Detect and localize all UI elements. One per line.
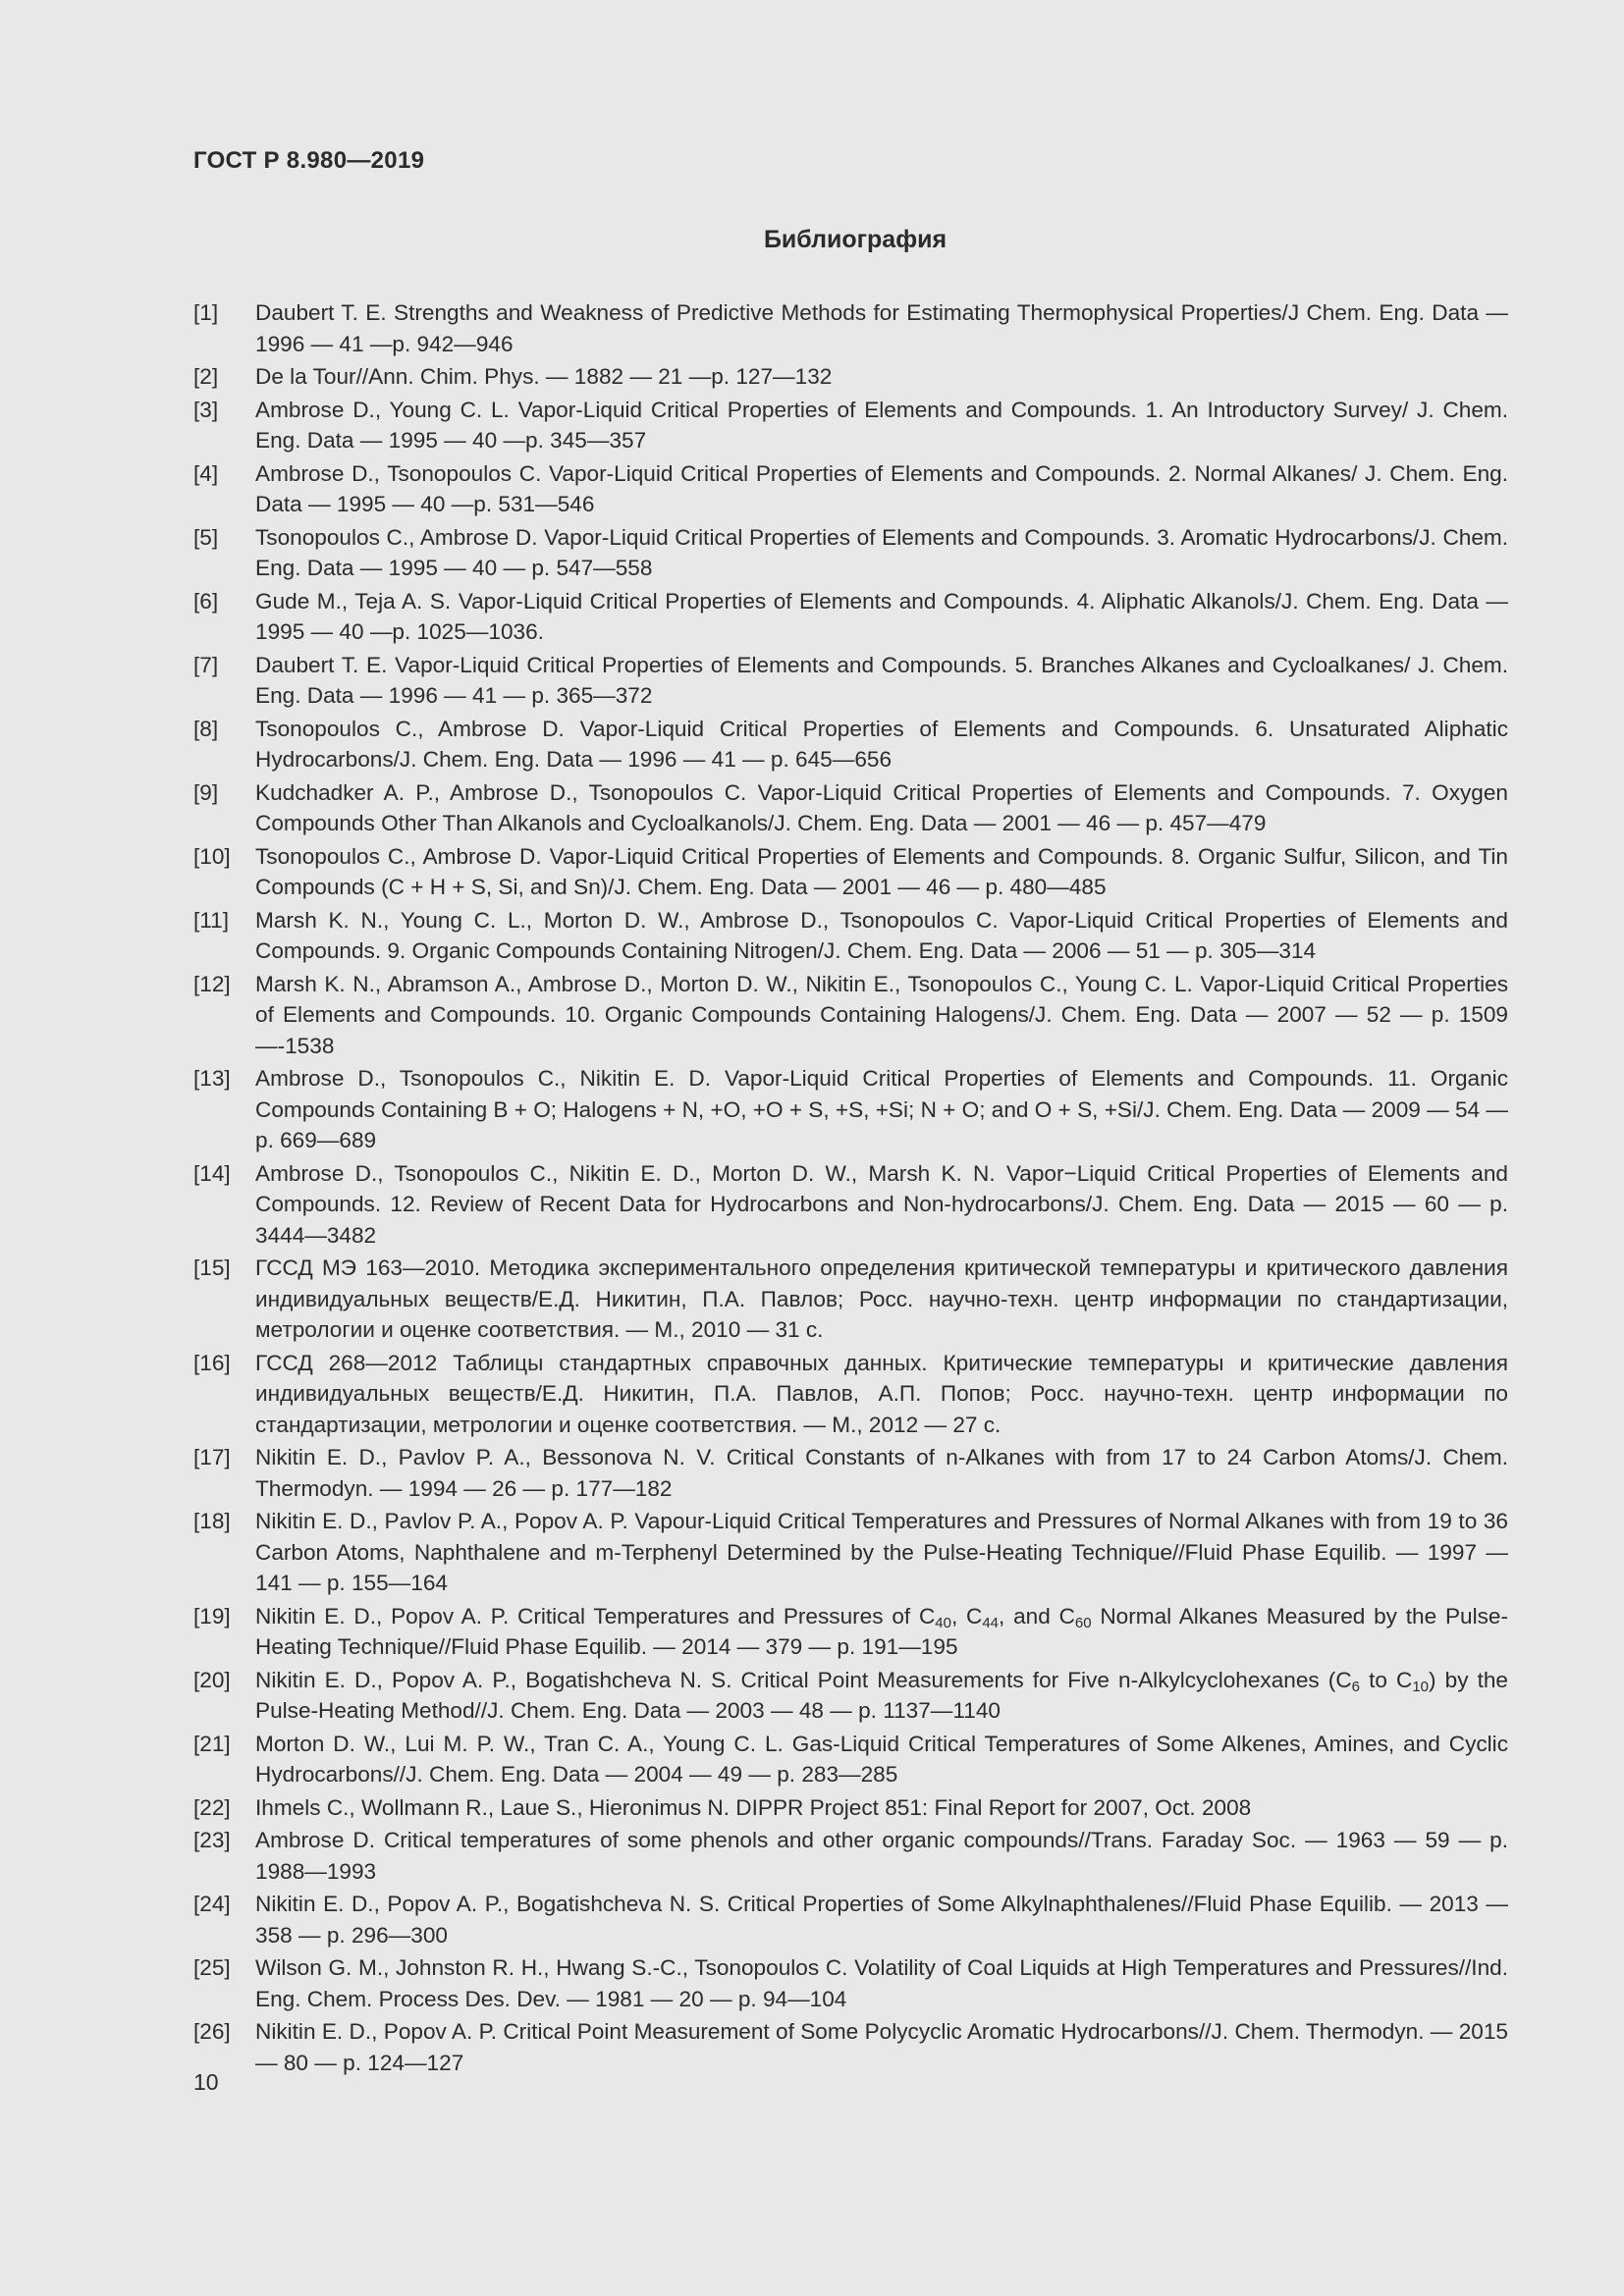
subscript-text: 44 <box>982 1614 1000 1631</box>
bibliography-entry <box>193 2016 1508 2078</box>
reference-number: [10] <box>193 843 231 869</box>
reference-text <box>255 969 1508 1062</box>
subscript-text: 6 <box>1351 1678 1360 1695</box>
reference-number: [6] <box>193 588 219 614</box>
reference-text <box>255 1889 1508 1950</box>
reference-text <box>255 2016 1508 2078</box>
reference-text-segment: Kudchadker A. P., Ambrose D., Tsonopoulos C. Vapor-Liquid Critical Properties of Elements and Compounds. 7. Oxygen Compounds Other Than Alkanols and Cycloalkanols/J. Chem. Eng. Data — 2001 — 46 — p. 457—479 <box>255 779 1508 835</box>
reference-text-segment: Wilson G. M., Johnston R. H., Hwang S.-C., Tsonopoulos C. Volatility of Coal Liquids at High Temperatures and Pressures//Ind. Eng. Chem. Process Des. Dev. — 1981 — 20 — p. 94—104 <box>255 1955 1508 2011</box>
reference-text <box>255 395 1508 456</box>
reference-text-segment: Daubert T. E. Vapor-Liquid Critical Properties of Elements and Compounds. 5. Branches Alkanes and Cycloalkanes/ J. Chem. Eng. Data — 1996 — 41 — p. 365—372 <box>255 652 1508 708</box>
bibliography-entry <box>193 1601 1508 1663</box>
reference-text-segment: ГССД МЭ 163—2010. Методика экспериментального определения критической температуры и критического давления индивидуальных веществ/Е.Д. Никитин, П.А. Павлов; Росс. научно-техн. центр информации по стандартизации, метрологии и оценке соответствия. — М., 2010 — 31 с. <box>255 1255 1508 1342</box>
reference-text-segment: Nikitin E. D., Popov A. P., Bogatishcheva N. S. Critical Properties of Some Alkylnaphthalenes//Fluid Phase Equilib. — 2013 — 358 — p. 296—300 <box>255 1892 1508 1948</box>
reference-text <box>255 1601 1508 1663</box>
reference-text <box>255 1442 1508 1504</box>
reference-text-segment: to C <box>1359 1667 1413 1692</box>
reference-text-segment: Nikitin E. D., Popov A. P. Critical Point Measurement of Some Polycyclic Aromatic Hydrocarbons//J. Chem. Thermodyn. — 2015 — 80 — p. 124—127 <box>255 2019 1508 2075</box>
reference-text-segment: Tsonopoulos C., Ambrose D. Vapor-Liquid Critical Properties of Elements and Compounds. 3. Aromatic Hydrocarbons/J. Chem. Eng. Data — 1995 — 40 — p. 547—558 <box>255 524 1508 580</box>
reference-number: [17] <box>193 1445 231 1469</box>
reference-number: [14] <box>193 1160 231 1186</box>
reference-text <box>255 1665 1508 1727</box>
reference-number: [3] <box>193 397 219 422</box>
bibliography-list <box>193 297 1508 2080</box>
reference-number: [15] <box>193 1255 231 1280</box>
section-title: Библиография <box>763 226 947 253</box>
reference-text-segment: Nikitin E. D., Pavlov P. A., Popov A. P. Vapour-Liquid Critical Temperatures and Pressures of Normal Alkanes with from 19 to 36 Carbon Atoms, Naphthalene and m-Terphenyl Determined by the Pulse-Heating Technique//Fluid Phase Equilib. — 1997 — 141 — p. 155—164 <box>255 1509 1508 1595</box>
reference-text-segment: Ihmels C., Wollmann R., Laue S., Hieronimus N. DIPPR Project 851: Final Report for 2007, Oct. 2008 <box>255 1794 1252 1820</box>
bibliography-entry <box>193 1253 1508 1346</box>
reference-text-segment: Normal Alkanes Measured by the Pulse-Heating Technique//Fluid Phase Equilib. — 2014 — 379 — p. 191—195 <box>255 1603 1508 1659</box>
reference-number: [4] <box>193 460 219 486</box>
reference-number: [21] <box>193 1731 231 1756</box>
reference-text-segment: Nikitin E. D., Pavlov P. A., Bessonova N. V. Critical Constants of n-Alkanes with from 17 to 24 Carbon Atoms/J. Chem. Thermodyn. — 1994 — 26 — p. 177—182 <box>255 1445 1508 1501</box>
bibliography-entry <box>193 522 1508 584</box>
bibliography-entry <box>193 714 1508 775</box>
reference-text <box>255 1952 1508 2014</box>
reference-text <box>255 841 1508 903</box>
reference-number: [19] <box>193 1603 231 1629</box>
bibliography-entry <box>193 395 1508 456</box>
bibliography-entry <box>193 1063 1508 1156</box>
reference-text-segment: Gude M., Teja A. S. Vapor-Liquid Critical Properties of Elements and Compounds. 4. Aliphatic Alkanols/J. Chem. Eng. Data — 1995 — 40 —p. 1025—1036. <box>255 588 1508 644</box>
reference-text-segment: Ambrose D., Tsonopoulos C. Vapor-Liquid Critical Properties of Elements and Compounds. 2. Normal Alkanes/ J. Chem. Eng. Data — 1995 — 40 —p. 531—546 <box>255 460 1508 516</box>
reference-number: [25] <box>193 1955 231 1980</box>
reference-text <box>255 1506 1508 1599</box>
bibliography-entry <box>193 458 1508 520</box>
reference-text-segment: Marsh K. N., Abramson A., Ambrose D., Morton D. W., Nikitin E., Tsonopoulos C., Young C. L. Vapor-Liquid Critical Properties of Elements and Compounds. 10. Organic Compounds Containing Halogens/J. Chem. Eng. Data — 2007 — 52 — p. 1509—-1538 <box>255 971 1508 1058</box>
bibliography-entry <box>193 361 1508 393</box>
reference-text-segment: , and C <box>999 1603 1075 1629</box>
reference-text-segment: Marsh K. N., Young C. L., Morton D. W., Ambrose D., Tsonopoulos C. Vapor-Liquid Critical Properties of Elements and Compounds. 9. Organic Compounds Containing Nitrogen/J. Chem. Eng. Data — 2006 — 51 — p. 305—314 <box>255 907 1508 963</box>
reference-number: [12] <box>193 971 231 996</box>
reference-text-segment: Nikitin E. D., Popov A. P. Critical Temperatures and Pressures of C <box>255 1603 936 1629</box>
bibliography-entry <box>193 969 1508 1062</box>
reference-text-segment: De la Tour//Ann. Chim. Phys. — 1882 — 21 —p. 127—132 <box>255 364 833 389</box>
reference-number: [20] <box>193 1667 231 1692</box>
standard-header: ГОСТ Р 8.980—2019 <box>193 147 425 174</box>
reference-text-segment: Tsonopoulos C., Ambrose D. Vapor-Liquid Critical Properties of Elements and Compounds. 6. Unsaturated Aliphatic Hydrocarbons/J. Chem. Eng. Data — 1996 — 41 — p. 645—656 <box>255 716 1508 772</box>
reference-text-segment: Ambrose D. Critical temperatures of some phenols and other organic compounds//Trans. Faraday Soc. — 1963 — 59 — p. 1988—1993 <box>255 1828 1508 1884</box>
bibliography-entry <box>193 297 1508 359</box>
bibliography-entry <box>193 1348 1508 1441</box>
reference-text <box>255 1825 1508 1887</box>
bibliography-entry <box>193 1442 1508 1504</box>
reference-text-segment: ) by the Pulse-Heating Method//J. Chem. Eng. Data — 2003 — 48 — p. 1137—1140 <box>255 1667 1508 1723</box>
reference-number: [2] <box>193 364 219 389</box>
reference-number: [22] <box>193 1794 231 1820</box>
reference-text <box>255 650 1508 712</box>
bibliography-entry <box>193 1729 1508 1790</box>
reference-number: [26] <box>193 2019 231 2044</box>
reference-text-segment: Morton D. W., Lui M. P. W., Tran C. A., Young C. L. Gas-Liquid Critical Temperatures of Some Alkenes, Amines, and Cyclic Hydrocarbons//J. Chem. Eng. Data — 2004 — 49 — p. 283—285 <box>255 1731 1508 1787</box>
bibliography-entry <box>193 1952 1508 2014</box>
reference-number: [8] <box>193 716 219 741</box>
reference-number: [24] <box>193 1892 231 1916</box>
page-number: 10 <box>193 2069 219 2095</box>
reference-text <box>255 777 1508 839</box>
reference-text-segment: Ambrose D., Tsonopoulos C., Nikitin E. D., Morton D. W., Marsh K. N. Vapor−Liquid Critical Properties of Elements and Compounds. 12. Review of Recent Data for Hydrocarbons and Non-hydrocarbons/J. Chem. Eng. Data — 2015 — 60 — p. 3444—3482 <box>255 1160 1508 1248</box>
bibliography-entry <box>193 650 1508 712</box>
reference-text <box>255 1729 1508 1790</box>
reference-text-segment: Ambrose D., Tsonopoulos C., Nikitin E. D. Vapor-Liquid Critical Properties of Elements and Compounds. 11. Organic Compounds Containing B + O; Halogens + N, +O, +O + S, +S, +Si; N + O; and O + S, +Si/J. Chem. Eng. Data — 2009 — 54 — p. 669—689 <box>255 1066 1508 1152</box>
bibliography-entry <box>193 1825 1508 1887</box>
bibliography-entry <box>193 1665 1508 1727</box>
reference-text <box>255 361 1508 393</box>
reference-number: [18] <box>193 1509 231 1533</box>
reference-number: [23] <box>193 1828 231 1852</box>
reference-number: [11] <box>193 907 230 933</box>
subscript-text: 40 <box>935 1614 951 1631</box>
reference-text <box>255 1158 1508 1252</box>
subscript-text: 10 <box>1412 1678 1430 1695</box>
reference-number: [1] <box>193 300 219 325</box>
bibliography-entry <box>193 586 1508 648</box>
reference-text <box>255 297 1508 359</box>
subscript-text: 60 <box>1074 1614 1092 1631</box>
reference-text-segment: Ambrose D., Young C. L. Vapor-Liquid Critical Properties of Elements and Compounds. 1. An Introductory Survey/ J. Chem. Eng. Data — 1995 — 40 —p. 345—357 <box>255 397 1508 453</box>
bibliography-entry <box>193 1792 1508 1824</box>
bibliography-entry <box>193 1158 1508 1252</box>
reference-number: [5] <box>193 524 219 550</box>
reference-text-segment: Nikitin E. D., Popov A. P., Bogatishcheva N. S. Critical Point Measurements for Five n-Alkylcyclohexanes (C <box>255 1667 1352 1692</box>
bibliography-entry <box>193 841 1508 903</box>
bibliography-entry <box>193 1889 1508 1950</box>
reference-text-segment: ГССД 268—2012 Таблицы стандартных справочных данных. Критические температуры и критические давления индивидуальных веществ/Е.Д. Никитин, П.А. Павлов, А.П. Попов; Росс. научно-техн. центр информации по стандартизации, метрологии и оценке соответствия. — М., 2012 — 27 с. <box>255 1350 1508 1437</box>
reference-text <box>255 1253 1508 1346</box>
reference-text <box>255 1348 1508 1441</box>
reference-text-segment: Daubert T. E. Strengths and Weakness of Predictive Methods for Estimating Thermophysical Properties/J Chem. Eng. Data — 1996 — 41 —p. 942—946 <box>255 300 1508 356</box>
reference-number: [7] <box>193 652 219 677</box>
bibliography-entry <box>193 777 1508 839</box>
reference-text <box>255 522 1508 584</box>
reference-text <box>255 586 1508 648</box>
reference-text <box>255 905 1508 967</box>
reference-number: [16] <box>193 1350 231 1375</box>
bibliography-entry <box>193 905 1508 967</box>
bibliography-entry <box>193 1506 1508 1599</box>
reference-text <box>255 458 1508 520</box>
reference-number: [13] <box>193 1066 231 1091</box>
reference-text-segment: Tsonopoulos C., Ambrose D. Vapor-Liquid Critical Properties of Elements and Compounds. 8. Organic Sulfur, Silicon, and Tin Compounds (C + H + S, Si, and Sn)/J. Chem. Eng. Data — 2001 — 46 — p. 480—485 <box>255 843 1508 899</box>
reference-number: [9] <box>193 779 219 805</box>
reference-text-segment: , C <box>950 1603 983 1629</box>
reference-text <box>255 1792 1508 1824</box>
reference-text <box>255 1063 1508 1156</box>
reference-text <box>255 714 1508 775</box>
